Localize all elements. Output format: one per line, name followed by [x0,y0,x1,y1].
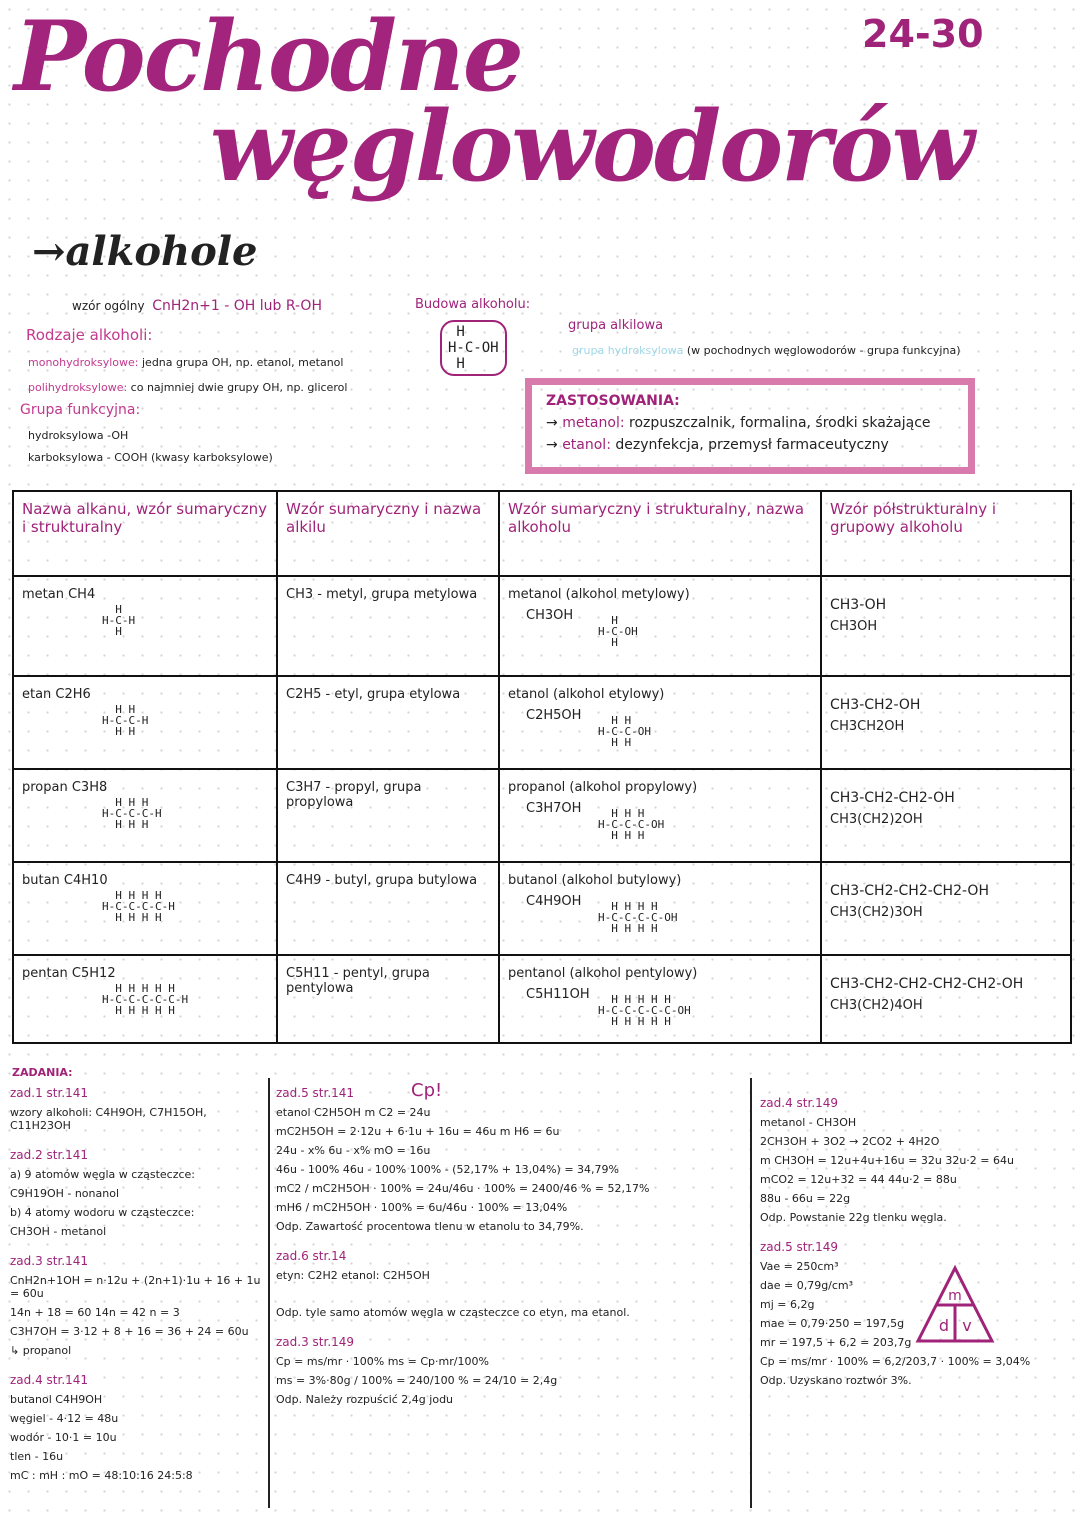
alkyl-cell [277,955,499,1043]
task-line: wzory alkoholi: C4H9OH, C7H15OH, C11H23OH [10,1106,207,1132]
task-line: Odp. Należy rozpuścić 2,4g jodu [276,1393,454,1406]
task-line: Cp = ms/mr · 100% = 6,2/203,7 · 100% = 3,04% [760,1355,1031,1368]
alcohol-name: propanol (alkohol propylowy) [508,780,698,795]
task-line: butanol C4H9OH [10,1393,103,1406]
alkane-structure: H H H H H H-C-C-C-C-C-H H H H H H [102,982,189,1017]
alkane-structure: H H H H H-C-C-C-C-H H H H H [102,889,175,924]
type-name: polihydroksylowe: [28,381,128,394]
alkane-name: butan C4H10 [22,873,108,888]
task-block [276,1249,746,1319]
task-line: węgiel - 4·12 = 48u [10,1412,119,1425]
alcohol-structure: H H H-C-C-OH H H [598,714,651,749]
task-line: mC : mH : mO = 48:10:16 24:5:8 [10,1469,193,1482]
type-desc: jedna grupa OH, np. etanol, metanol [142,356,344,369]
types-heading: Rodzaje alkoholi: [26,326,153,344]
type-item [28,350,347,375]
alkane-structure: H H H H-C-C-C-H H H H [102,796,162,831]
type-name: monohydroksylowe: [28,356,139,369]
functional-list [28,425,273,469]
alkyl-cell [277,676,499,769]
column-divider [750,1078,752,1508]
task-block [10,1086,265,1132]
column-divider [268,1078,270,1508]
task-block [760,1096,1070,1224]
task-title: zad.5 str.149 [760,1240,839,1254]
alcohol-formula: C4H9OH [526,894,582,909]
col-header: Nazwa alkanu, wzór sumaryczny i strukturalny [13,491,277,576]
alkyl-cell [277,862,499,955]
semi-structural-formula: CH3-CH2-CH2-OH [830,790,955,806]
task-line: 88u - 66u = 22g [760,1192,851,1205]
task-line: Odp. Uzyskano roztwór 3%. [760,1374,912,1387]
use-desc: rozpuszczalnik, formalina, środki skażające [629,415,931,431]
task-line: Cp = ms/mr · 100% ms = Cp·mr/100% [276,1355,489,1368]
alkane-structure: H H-C-H H [102,603,136,638]
type-item [28,375,347,400]
alkane-name: etan C2H6 [22,687,91,702]
section-title: alkohole [65,228,258,275]
triangle-d: d [938,1316,950,1335]
task-line: metanol - CH3OH [760,1116,857,1129]
alkane-name: metan CH4 [22,587,96,602]
hydroxyl-label [572,344,960,357]
section-heading [32,228,257,275]
alkyl-cell [277,576,499,676]
alcohol-formula: C5H11OH [526,987,590,1002]
task-line: etanol C2H5OH m C2 = 24u [276,1106,431,1119]
semi-structural-cell [821,769,1071,862]
semi-structural-formula: CH3-CH2-OH [830,697,921,713]
functional-item: karboksylowa - COOH (kwasy karboksylowe) [28,451,273,464]
task-line: Odp. tyle samo atomów węgla w cząsteczce co etyn, ma etanol. [276,1306,630,1319]
col-header: Wzór sumaryczny i strukturalny, nazwa alkoholu [499,491,821,576]
task-line: tlen - 16u [10,1450,64,1463]
group-formula: CH3(CH2)2OH [830,812,923,827]
alkane-cell [13,955,277,1043]
task-line: etyn: C2H2 etanol: C2H5OH [276,1269,430,1282]
general-formula-value: CnH2n+1 - OH lub R-OH [152,298,322,314]
task-line: mC2H5OH = 2·12u + 6·1u + 16u = 46u m H6 = 6u [276,1125,560,1138]
title-line2: węglowodorów [210,90,973,203]
task-line: mCO2 = 12u+32 = 44 44u·2 = 88u [760,1173,957,1186]
table-row [13,955,1071,1043]
semi-structural-cell [821,955,1071,1043]
alkane-cell [13,676,277,769]
alcohol-name: metanol (alkohol metylowy) [508,587,690,602]
task-line: mH6 / mC2H5OH · 100% = 6u/46u · 100% = 13,04% [276,1201,568,1214]
task-line: C3H7OH = 3·12 + 8 + 16 = 36 + 24 = 60u [10,1325,249,1338]
use-name: etanol: [562,437,611,453]
alkyl-name: C2H5 - etyl, grupa etylowa [286,687,461,702]
task-title: zad.5 str.141 [276,1086,355,1100]
task-line: b) 4 atomy wodoru w cząsteczce: [10,1206,195,1219]
type-desc: co najmniej dwie grupy OH, np. glicerol [130,381,348,394]
structure-heading: Budowa alkoholu: [415,297,531,312]
use-item: → etanol: dezynfekcja, przemysł farmaceutyczny [546,437,889,453]
task-block [10,1148,265,1238]
alcohol-name: butanol (alkohol butylowy) [508,873,682,888]
alkane-cell [13,769,277,862]
alcohol-structure: H H H H-C-C-C-OH H H H [598,807,665,842]
alcohol-structure: H H H H H-C-C-C-C-OH H H H H [598,900,678,935]
general-formula-label: wzór ogólny [72,299,145,313]
alkyl-name: C3H7 - propyl, grupa propylowa [286,780,422,810]
alkane-name: propan C3H8 [22,780,108,795]
alkane-name: pentan C5H12 [22,966,116,981]
task-line: 14n + 18 = 60 14n = 42 n = 3 [10,1306,180,1319]
alkane-structure: H H H-C-C-H H H [102,703,149,738]
col-header: Wzór półstrukturalny i grupowy alkoholu [821,491,1071,576]
task-title: zad.3 str.141 [10,1254,89,1268]
table-row [13,676,1071,769]
task-title: zad.6 str.14 [276,1249,347,1263]
semi-structural-cell [821,576,1071,676]
page-range: 24-30 [862,12,984,56]
general-formula [72,298,322,314]
alkyl-label: grupa alkilowa [568,318,664,333]
title-line1: Pochodne [14,0,522,113]
use-desc: dezynfekcja, przemysł farmaceutyczny [615,437,889,453]
alcohol-cell [499,769,821,862]
uses-heading: ZASTOSOWANIA: [546,393,680,409]
alkyl-cell [277,769,499,862]
alkane-cell [13,576,277,676]
semi-structural-cell [821,862,1071,955]
task-block [276,1080,746,1233]
group-formula: CH3(CH2)3OH [830,905,923,920]
tasks-heading: ZADANIA: [12,1066,73,1079]
alkyl-name: CH3 - metyl, grupa metylowa [286,587,478,602]
task-line: mr = 197,5 + 6,2 = 203,7g [760,1336,912,1349]
task-block [10,1373,265,1482]
alcohol-formula: CH3OH [526,608,574,623]
task-line: Odp. Zawartość procentowa tlenu w etanolu to 34,79%. [276,1220,584,1233]
semi-structural-cell [821,676,1071,769]
hydroxyl-name: grupa hydroksylowa [572,344,684,357]
triangle-v: v [962,1316,972,1335]
table-header-row [13,491,1071,576]
tasks-column-1 [10,1086,265,1498]
alcohol-formula: C3H7OH [526,801,582,816]
tasks-column-2 [276,1080,746,1422]
mdv-triangle-icon [915,1265,995,1345]
task-title: zad.4 str.141 [10,1373,89,1387]
types-list [28,350,347,400]
task-title: zad.1 str.141 [10,1086,89,1100]
group-formula: CH3(CH2)4OH [830,998,923,1013]
alcohol-name: etanol (alkohol etylowy) [508,687,665,702]
arrow-icon: → [32,228,66,275]
task-line: mj = 6,2g [760,1298,815,1311]
hydroxyl-note: (w pochodnych węglowodorów - grupa funkcyjna) [686,344,961,357]
task-line: Odp. Powstanie 22g tlenku węgla. [760,1211,947,1224]
task-title: zad.4 str.149 [760,1096,839,1110]
use-name: metanol: [562,415,625,431]
task-line: 46u - 100% 46u - 100% 100% - (52,17% + 13,04%) = 34,79% [276,1163,619,1176]
task-line: 2CH3OH + 3O2 → 2CO2 + 4H2O [760,1135,940,1148]
task-title: zad.3 str.149 [276,1335,355,1349]
task-line: a) 9 atomów węgla w cząsteczce: [10,1168,195,1181]
functional-item: hydroksylowa -OH [28,429,129,442]
task-block [10,1254,265,1357]
alcohol-formula: C2H5OH [526,708,582,723]
semi-structural-formula: CH3-OH [830,597,887,613]
task-line: dae = 0,79g/cm³ [760,1279,854,1292]
col-header: Wzór sumaryczny i nazwa alkilu [277,491,499,576]
task-line: C9H19OH - nonanol [10,1187,120,1200]
task-line: ms = 3%·80g / 100% = 240/100 % = 24/10 = 2,4g [276,1374,558,1387]
table-row [13,862,1071,955]
task-line: m CH3OH = 12u+4u+16u = 32u 32u·2 = 64u [760,1154,1014,1167]
alkyl-name: C4H9 - butyl, grupa butylowa [286,873,478,888]
alcohol-cell [499,576,821,676]
task-line: 24u - x% 6u - x% mO = 16u [276,1144,431,1157]
task-line: mC2 / mC2H5OH · 100% = 24u/46u · 100% = 2400/46 % = 52,17% [276,1182,650,1195]
task-line: mae = 0,79·250 = 197,5g [760,1317,905,1330]
functional-heading: Grupa funkcyjna: [20,402,141,418]
alcohol-cell [499,862,821,955]
alcohols-table [12,490,1072,1044]
tasks-column-3 [760,1096,1070,1403]
alcohol-structure: H H-C-OH H [598,614,638,649]
alkyl-name: C5H11 - pentyl, grupa pentylowa [286,966,430,996]
group-formula: CH3CH2OH [830,719,905,734]
alcohol-cell [499,955,821,1043]
task-line: CnH2n+1OH = n·12u + (2n+1)·1u + 16 + 1u = 60u [10,1274,261,1300]
use-item: → metanol: rozpuszczalnik, formalina, środki skażające [546,415,931,431]
semi-structural-formula: CH3-CH2-CH2-CH2-OH [830,883,989,899]
task-line: ↳ propanol [10,1344,72,1357]
triangle-m: m [948,1288,962,1304]
alcohol-cell [499,676,821,769]
group-formula: CH3OH [830,619,878,634]
uses-box [525,378,975,474]
structure-formula: H H-C-OH H [440,320,507,376]
task-line [276,1288,746,1300]
task-line: Vae = 250cm³ [760,1260,839,1273]
table-row [13,576,1071,676]
semi-structural-formula: CH3-CH2-CH2-CH2-CH2-OH [830,976,1024,992]
alcohol-name: pentanol (alkohol pentylowy) [508,966,698,981]
task-line: wodór - 10·1 = 10u [10,1431,117,1444]
task-line: CH3OH - metanol [10,1225,107,1238]
task-block [276,1335,746,1406]
task-note: Cp! [411,1080,443,1101]
alkane-cell [13,862,277,955]
task-title: zad.2 str.141 [10,1148,89,1162]
table-row [13,769,1071,862]
alcohol-structure: H H H H H H-C-C-C-C-C-OH H H H H H [598,993,691,1028]
